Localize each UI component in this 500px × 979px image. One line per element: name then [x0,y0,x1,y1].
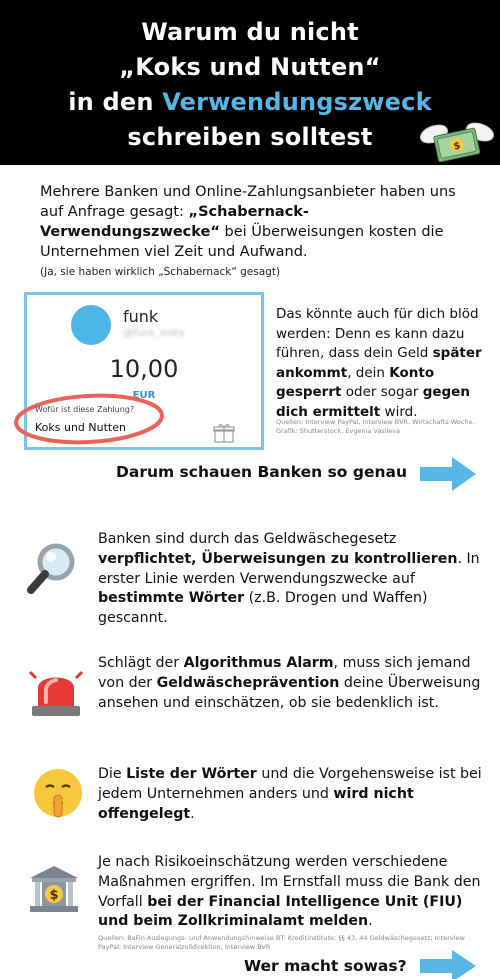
item-4-text-1: Je nach Risikoeinschätzung werden verschiedene Maßnahmen ergriffen. Im Ernstfall muss die Bank den Vorfall [98,854,481,910]
side-bold-2: Konto gesperrt [276,364,435,400]
headline-line-3-prefix: in den [68,88,163,116]
svg-text:$: $ [49,888,59,903]
side-text-4: wird. [380,403,418,420]
intro-paragraph [40,182,470,280]
section-heading-why-banks: Darum schauen Banken so genau [116,463,407,481]
list-item-3 [98,765,483,824]
purpose-value: Koks und Nutten [35,421,126,434]
headline-line-3 [0,88,500,116]
side-bold-1: später ankommt [276,345,482,381]
sources-note-2: Quellen: BaFin Auslegungs- und Anwendungshinweise BT: Kreditinstitute; §§ 43, 44 Geldwäschegesetz; Interview PayPal; Interview Generalzolldirektion, Interview BVR [98,934,465,951]
list-item-4 [98,853,483,932]
item-1-text-2: . In erster Linie werden Verwendungszwecke auf [98,550,480,587]
avatar [71,305,111,345]
item-3-text-2: und die Vorgehensweise ist bei jedem Unternehmen anders und [98,766,482,802]
side-text-2: , dein [347,364,390,381]
purpose-question: Wofür ist diese Zahlung? [35,405,135,414]
highlight-circle [13,392,167,446]
item-3-bold-1: Liste der Wörter [126,766,257,782]
list-item-1 [98,530,483,629]
bank-icon [26,862,82,918]
sources-note-1: Quellen: Interview PayPal, Interview BVR, Wirtschafts-Woche, Grafik: Shutterstock, Evgenia Vasileva [276,418,475,435]
gift-icon [213,423,235,443]
payment-card [24,292,264,450]
headline-line-2: „Koks und Nutten“ [119,53,381,81]
payment-currency: EUR [132,390,156,401]
side-text-1: Das könnte auch für dich blöd werden: Denn es kann dazu führen, dass dein Geld [276,306,479,361]
item-1-text-1: Banken sind durch das Geldwäschegesetz [98,531,397,547]
recipient-handle: @funk_insta [123,328,185,339]
intro-note: (Ja, sie haben wirklich „Schabernack“ gesagt) [40,266,281,278]
item-3-text-3: . [190,805,195,822]
intro-bold: „Schabernack-Verwendungszwecke“ [40,204,309,240]
item-4-text-2: . [368,913,373,930]
consequences-text [276,305,490,422]
item-2-text-2: , muss sich jemand von der [98,655,471,691]
item-3-text-1: Die [98,766,127,782]
list-item-2 [98,654,483,713]
siren-icon [28,664,84,720]
side-bold-3: gegen dich ermittelt [276,384,470,420]
item-2-text-1: Schlägt der [98,655,184,671]
payment-amount: 10,00 [109,355,179,383]
item-3-bold-2: wird nicht offengelegt [98,785,414,822]
intro-text-2: bei Überweisungen kosten die Unternehmen viel Zeit und Aufwand. [40,224,444,260]
item-2-bold-2: Geldwäscheprävention [156,674,340,691]
headline-line-4: schreiben solltest [127,123,373,151]
headline-line-1: Warum du nicht [141,18,359,46]
item-1-bold-2: bestimmte Wörter [98,590,245,607]
recipient-name: funk [123,307,159,326]
shushing-face-icon [30,765,86,821]
header-banner [0,0,500,165]
item-1-text-3: (z.B. Drogen und Waffen) gescannt. [98,590,428,627]
item-4-bold-1: bei der Financial Intelligence Unit (FIU) und beim Zollkriminalamt melden [98,893,463,930]
item-1-bold-1: verpflichtet, Überweisungen zu kontrollieren [98,550,458,567]
flying-money-icon [420,116,494,168]
headline-accent-word: Verwendungszweck [162,88,432,116]
side-text-3: oder sogar [341,384,423,400]
magnifier-icon [26,540,82,596]
item-2-text-3: deine Überweisung ansehen und einschätzen, ob sie bedenklich ist. [98,674,481,711]
item-2-bold-1: Algorithmus Alarm [183,655,334,671]
section-heading-who-does-that: Wer macht sowas? [244,957,407,975]
arrow-right-icon [420,457,476,491]
svg-text:$: $ [452,140,462,153]
intro-text-1: Mehrere Banken und Online-Zahlungsanbieter haben uns auf Anfrage gesagt: [40,184,456,220]
arrow-right-icon [420,950,476,979]
